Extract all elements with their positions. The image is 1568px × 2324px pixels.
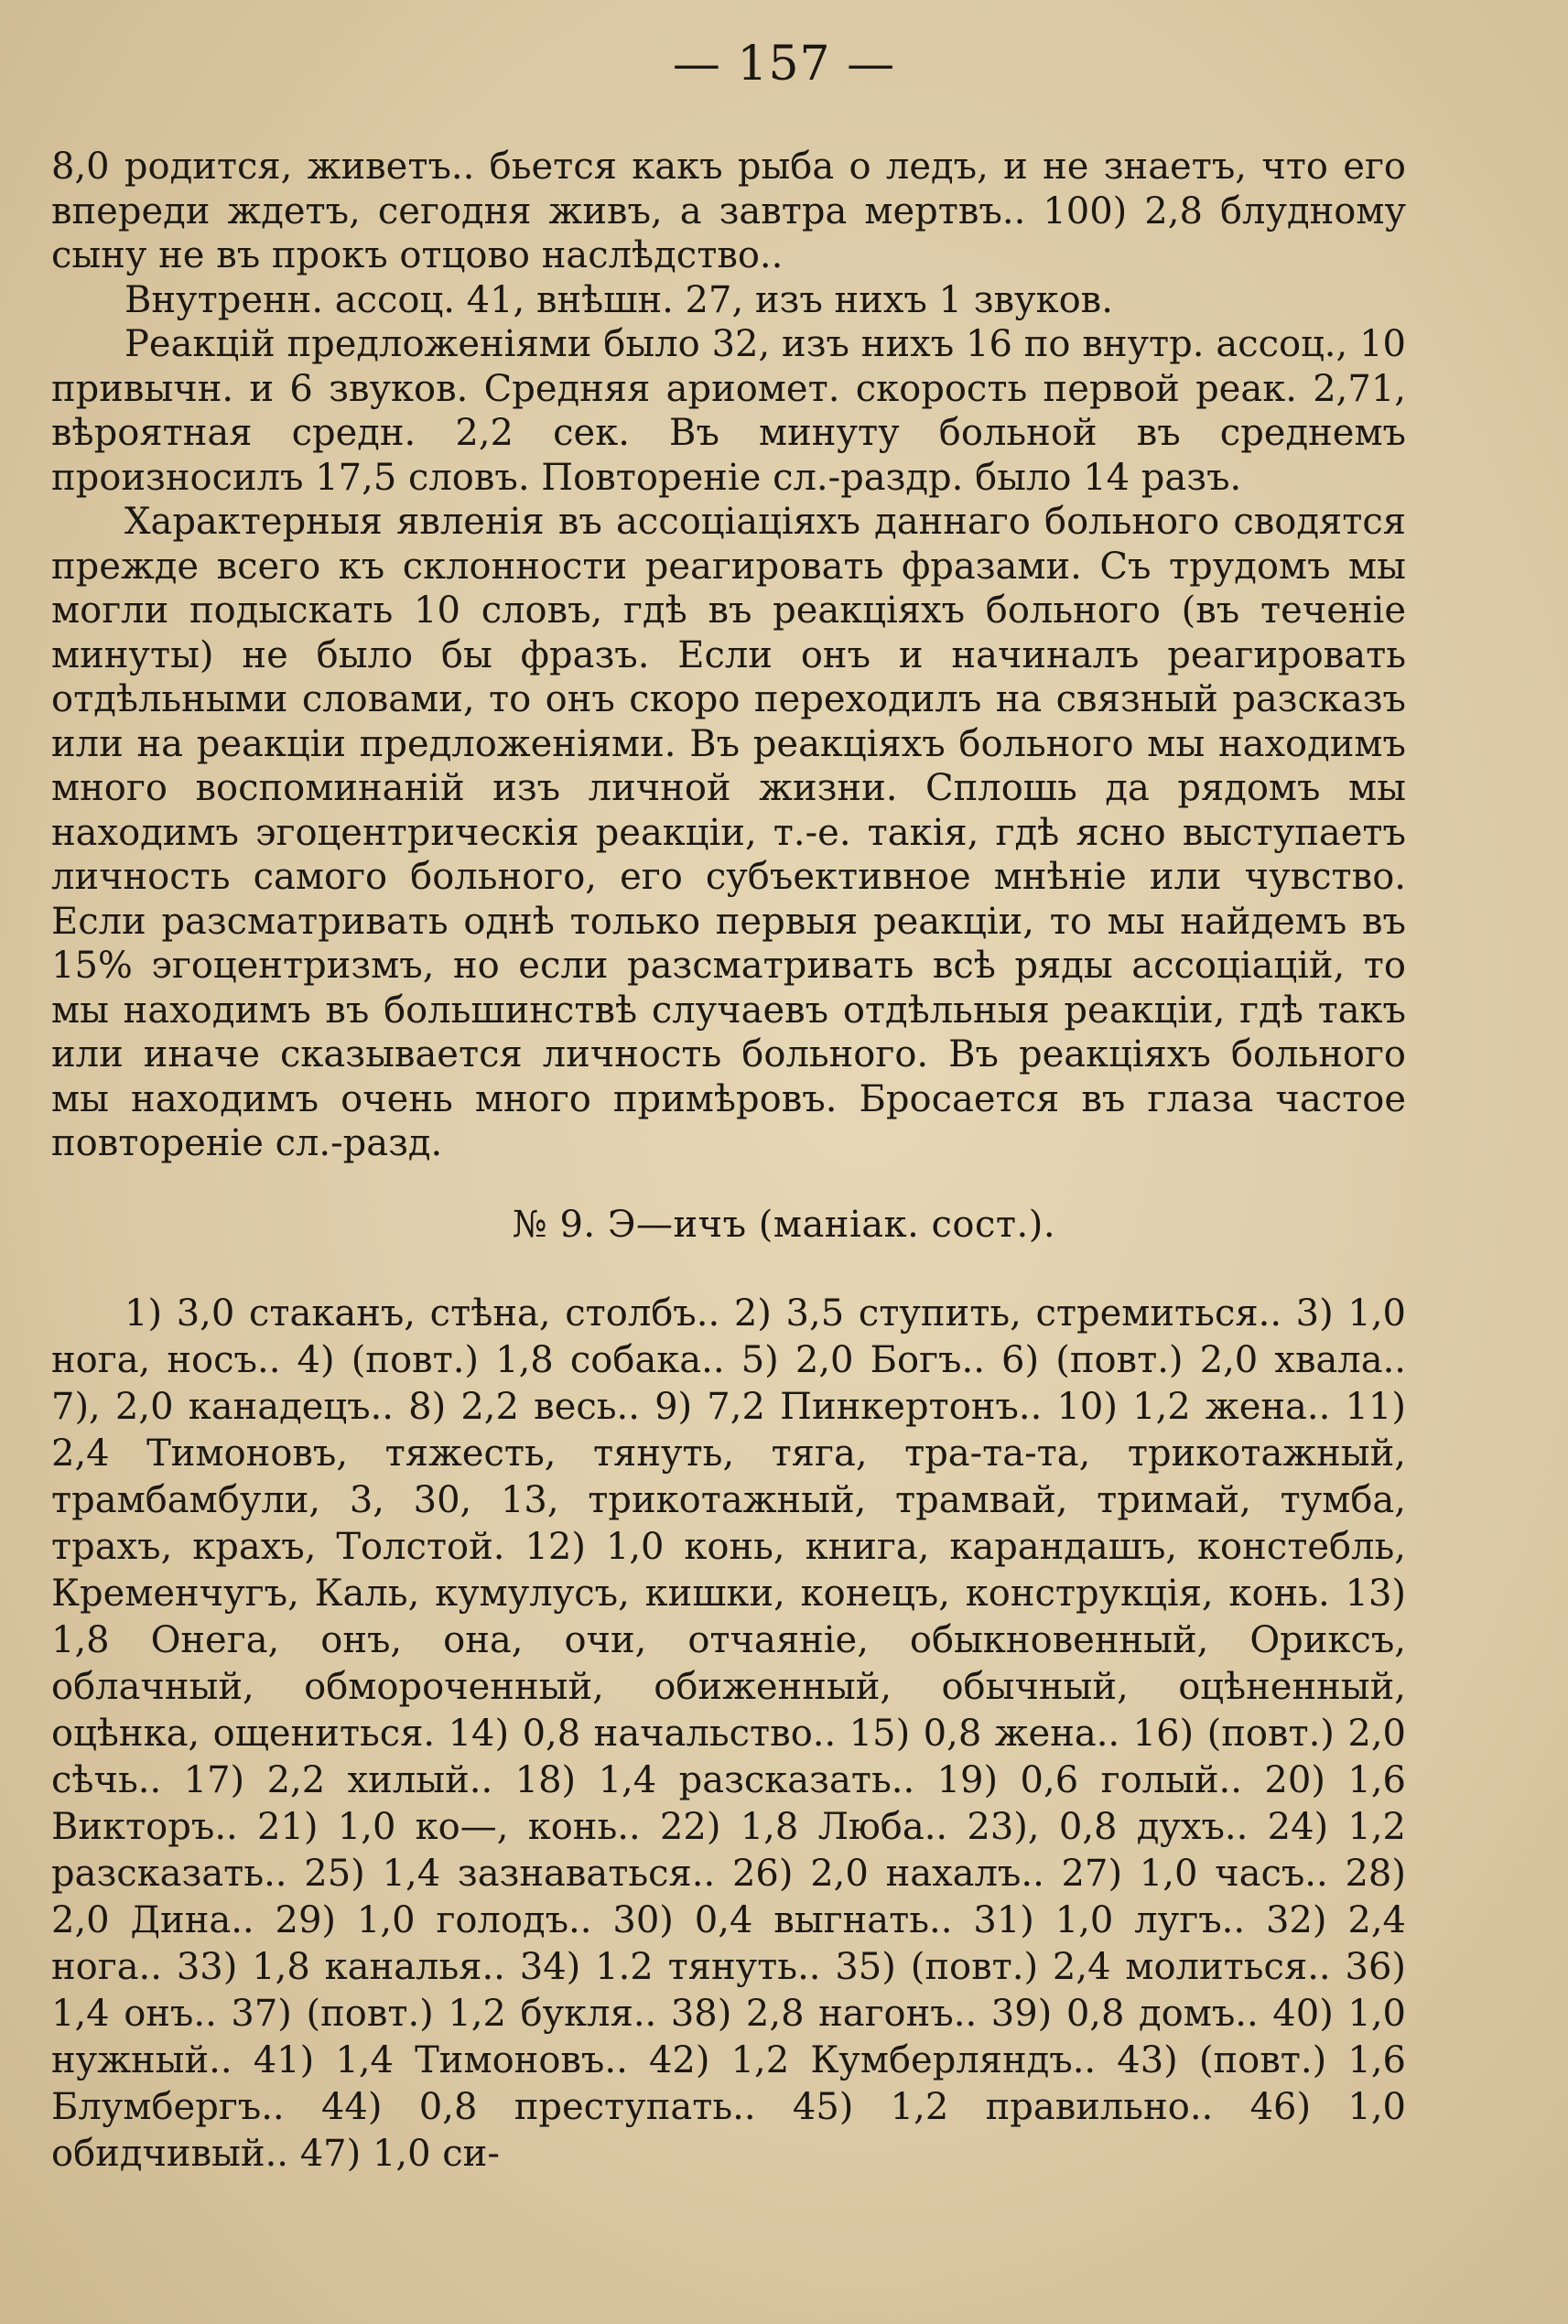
body-text	[51, 145, 1406, 1166]
paragraph-associations: Внутренн. ассоц. 41, внѣшн. 27, изъ нихъ 1 звуков.	[124, 278, 1113, 321]
page-number: — 157 —	[672, 37, 896, 92]
case-text	[51, 1291, 1406, 2178]
section-heading: № 9. Э—ичъ (маніак. сост.).	[512, 1204, 1056, 1246]
paragraph-characteristics: Характерныя явленія въ ассоціаціяхъ даннаго больного сводятся прежде всего къ склонности реагировать фразами. Съ трудомъ мы могли подыскать 10 словъ, гдѣ въ реакціяхъ больного (въ теченіе минуты) не было бы фразъ. Если онъ и начиналъ реагировать отдѣльными словами, то онъ скоро переходилъ на связный разсказъ или на реакціи предложеніями. Въ реакціяхъ больного мы находимъ много воспоминаній изъ личной жизни. Сплошь да рядомъ мы находимъ эгоцентрическія реакціи, т.-е. такія, гдѣ ясно выступаетъ личность самого больного, его субъективное мнѣніе или чувство. Если разсматривать однѣ только первыя реакціи, то мы найдемъ въ 15% эгоцентризмъ, но если разсматривать всѣ ряды ассоціацій, то мы находимъ въ большинствѣ случаевъ отдѣльныя реакціи, гдѣ такъ или иначе сказывается личность больного. Въ реакціяхъ больного мы находимъ очень много примѣровъ. Бросается въ глаза частое повтореніе сл.-разд.	[51, 501, 1406, 1164]
case-reactions-list: 1) 3,0 стаканъ, стѣна, столбъ.. 2) 3,5 ступить, стремиться.. 3) 1,0 нога, носъ.. 4) (повт.) 1,8 собака.. 5) 2,0 Богъ.. 6) (повт.) 2,0 хвала.. 7), 2,0 канадецъ.. 8) 2,2 весь.. 9) 7,2 Пинкертонъ.. 10) 1,2 жена.. 11) 2,4 Тимоновъ, тяжесть, тянуть, тяга, тра-та-та, трикотажный, трамбамбули, 3, 30, 13, трикотажный, трамвай, тримай, тумба, трахъ, крахъ, Толстой. 12) 1,0 конь, книга, карандашъ, констебль, Кременчугъ, Каль, кумулусъ, кишки, конецъ, конструкція, конь. 13) 1,8 Онега, онъ, она, очи, отчаяніе, обыкновенный, Ориксъ, облачный, обмороченный, обиженный, обычный, оцѣненный, оцѣнка, ощениться. 14) 0,8 начальство.. 15) 0,8 жена.. 16) (повт.) 2,0 сѣчь.. 17) 2,2 хилый.. 18) 1,4 разсказать.. 19) 0,6 голый.. 20) 1,6 Викторъ.. 21) 1,0 ко—, конь.. 22) 1,8 Люба.. 23), 0,8 духъ.. 24) 1,2 разсказать.. 25) 1,4 зазнаваться.. 26) 2,0 нахалъ.. 27) 1,0 часъ.. 28) 2,0 Дина.. 29) 1,0 голодъ.. 30) 0,4 выгнать.. 31) 1,0 лугъ.. 32) 2,4 нога.. 33) 1,8 каналья.. 34) 1.2 тянуть.. 35) (повт.) 2,4 молиться.. 36) 1,4 онъ.. 37) (повт.) 1,2 букля.. 38) 2,8 нагонъ.. 39) 0,8 домъ.. 40) 1,0 нужный.. 41) 1,4 Тимоновъ.. 42) 1,2 Кумберляндъ.. 43) (повт.) 1,6 Блумбергъ.. 44) 0,8 преступать.. 45) 1,2 правильно.. 46) 1,0 обидчивый.. 47) 1,0 си-	[51, 1292, 1406, 2175]
paragraph-reactions: Реакцій предложеніями было 32, изъ нихъ 16 по внутр. ассоц., 10 привычн. и 6 звуков. Средняя ариомет. скорость первой реак. 2,71, вѣроятная средн. 2,2 сек. Въ минуту больной въ среднемъ произносилъ 17,5 словъ. Повтореніе сл.-раздр. было 14 разъ.	[51, 323, 1406, 499]
paragraph-continuation: 8,0 родится, живетъ.. бьется какъ рыба о ледъ, и не знаетъ, что его впереди ждетъ, сегодня живъ, а завтра мертвъ.. 100) 2,8 блудному сыну не въ прокъ отцово наслѣдство..	[51, 146, 1406, 276]
